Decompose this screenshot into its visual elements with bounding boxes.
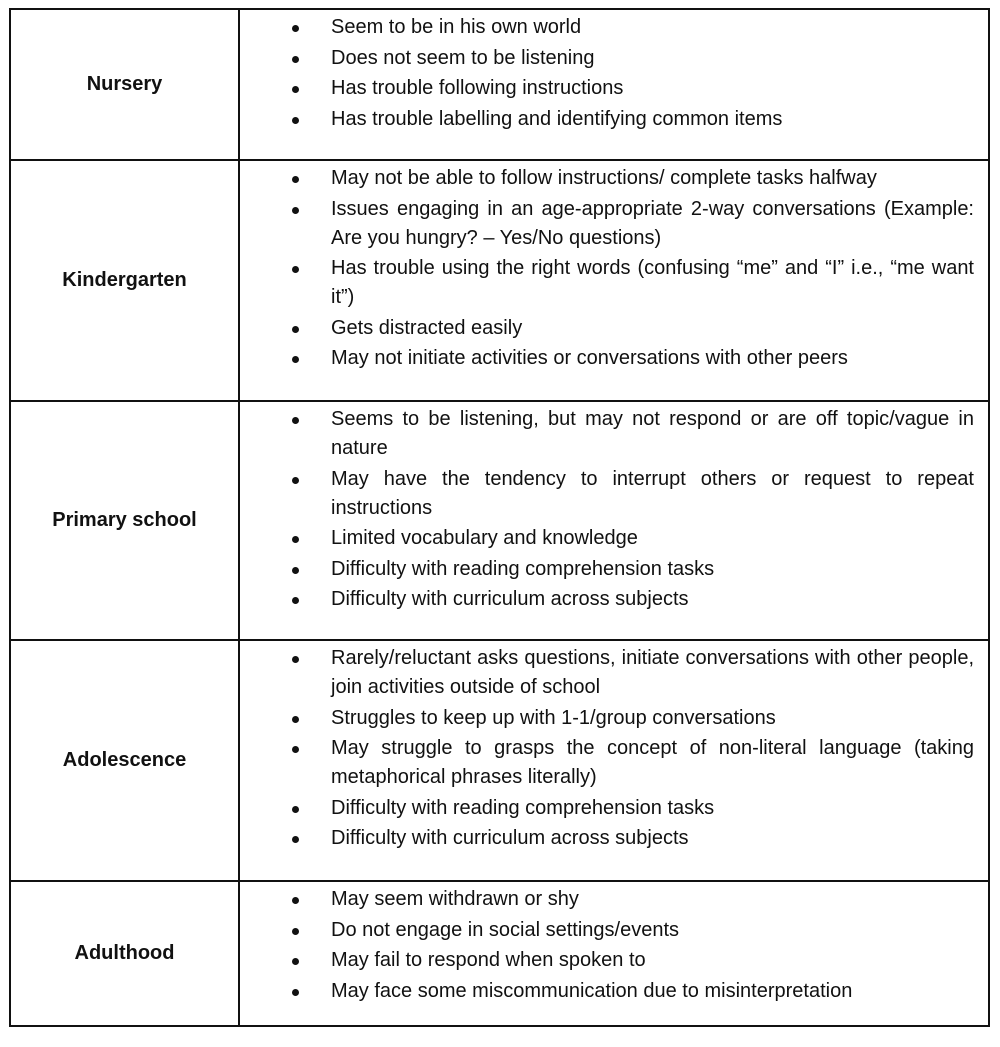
bullet-icon: [292, 958, 299, 965]
list-item: May not initiate activities or conversations with other peers: [240, 344, 974, 373]
list-item: Seem to be in his own world: [240, 13, 974, 42]
bullet-list: [240, 405, 974, 614]
bullet-icon: [292, 356, 299, 363]
bullet-icon: [292, 989, 299, 996]
bullet-icon: [292, 716, 299, 723]
bullet-icon: [292, 176, 299, 183]
bullet-icon: [292, 56, 299, 63]
list-item: Rarely/reluctant asks questions, initiate conversations with other people, join activities outside of school: [240, 644, 974, 702]
list-item: Has trouble following instructions: [240, 74, 974, 103]
list-item: May seem withdrawn or shy: [240, 885, 974, 914]
list-item: Has trouble labelling and identifying common items: [240, 105, 974, 134]
bullet-icon: [292, 836, 299, 843]
bullet-icon: [292, 266, 299, 273]
bullet-icon: [292, 117, 299, 124]
list-item: Difficulty with reading comprehension tasks: [240, 555, 974, 584]
bullet-icon: [292, 477, 299, 484]
bullet-list: [240, 885, 974, 1006]
list-item: Issues engaging in an age-appropriate 2-way conversations (Example: Are you hungry? – Yes/No questions): [240, 195, 974, 253]
bullet-list: [240, 13, 974, 134]
list-item: May face some miscommunication due to misinterpretation: [240, 977, 974, 1006]
list-item: May fail to respond when spoken to: [240, 946, 974, 975]
stage-label: Nursery: [10, 9, 239, 160]
list-item: Does not seem to be listening: [240, 44, 974, 73]
bullet-icon: [292, 567, 299, 574]
list-item: Difficulty with curriculum across subjects: [240, 824, 974, 853]
list-item: Difficulty with curriculum across subjects: [240, 585, 974, 614]
stage-label: Kindergarten: [10, 160, 239, 401]
list-item: May not be able to follow instructions/ complete tasks halfway: [240, 164, 974, 193]
list-item: May struggle to grasps the concept of non-literal language (taking metaphorical phrases literally): [240, 734, 974, 792]
table-row-adolescence: [10, 640, 989, 881]
stage-items-cell: [239, 640, 989, 881]
stage-items-cell: [239, 160, 989, 401]
stage-label: Adulthood: [10, 881, 239, 1026]
bullet-list: [240, 164, 974, 373]
bullet-icon: [292, 597, 299, 604]
bullet-icon: [292, 746, 299, 753]
stage-label: Adolescence: [10, 640, 239, 881]
list-item: Struggles to keep up with 1-1/group conversations: [240, 704, 974, 733]
list-item: Seems to be listening, but may not respond or are off topic/vague in nature: [240, 405, 974, 463]
bullet-icon: [292, 86, 299, 93]
table-row-adulthood: [10, 881, 989, 1026]
table-row-nursery: [10, 9, 989, 160]
table-row-kindergarten: [10, 160, 989, 401]
bullet-list: [240, 644, 974, 853]
stage-items-cell: [239, 881, 989, 1026]
stage-items-cell: [239, 9, 989, 160]
stages-table: [9, 8, 990, 1027]
bullet-icon: [292, 897, 299, 904]
list-item: Has trouble using the right words (confusing “me” and “I” i.e., “me want it”): [240, 254, 974, 312]
bullet-icon: [292, 417, 299, 424]
stage-items-cell: [239, 401, 989, 640]
list-item: Difficulty with reading comprehension tasks: [240, 794, 974, 823]
table-row-primary-school: [10, 401, 989, 640]
bullet-icon: [292, 207, 299, 214]
stage-label: Primary school: [10, 401, 239, 640]
bullet-icon: [292, 25, 299, 32]
bullet-icon: [292, 928, 299, 935]
list-item: May have the tendency to interrupt others or request to repeat instructions: [240, 465, 974, 523]
list-item: Do not engage in social settings/events: [240, 916, 974, 945]
bullet-icon: [292, 326, 299, 333]
bullet-icon: [292, 536, 299, 543]
bullet-icon: [292, 806, 299, 813]
list-item: Gets distracted easily: [240, 314, 974, 343]
bullet-icon: [292, 656, 299, 663]
list-item: Limited vocabulary and knowledge: [240, 524, 974, 553]
